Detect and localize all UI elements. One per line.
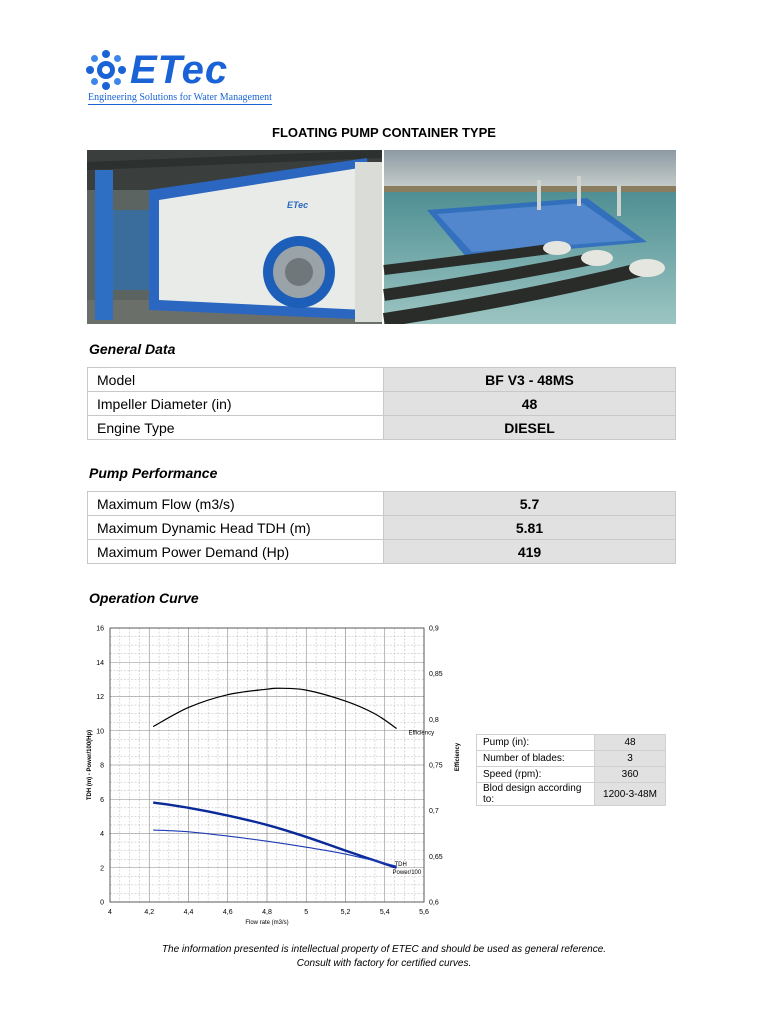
row-value: 5.81 — [384, 516, 676, 540]
x-tick-label: 4,2 — [144, 909, 155, 916]
table-row — [477, 783, 666, 806]
y-tick-label: 4 — [100, 831, 104, 838]
row-value: DIESEL — [384, 416, 676, 440]
product-photo — [87, 150, 676, 324]
x-tick-label: 4,4 — [183, 909, 194, 916]
pump-performance-heading: Pump Performance — [89, 465, 218, 481]
y2-tick-label: 0,85 — [429, 671, 443, 679]
container-label: ETec — [287, 200, 309, 210]
series-label: TDH — [394, 861, 407, 868]
x-axis-label: Flow rate (m3/s) — [245, 920, 289, 926]
y2-tick-label: 0,75 — [429, 762, 443, 770]
table-row — [88, 492, 676, 516]
info-label: Number of blades: — [477, 751, 595, 767]
logo-gear-icon — [86, 50, 126, 90]
table-row — [477, 751, 666, 767]
container-photo — [87, 150, 382, 324]
info-label: Speed (rpm): — [477, 767, 595, 783]
y-axis-label: TDH (m) - Power/100(Hp) — [87, 729, 93, 801]
y-tick-label: 6 — [100, 796, 104, 804]
row-label: Impeller Diameter (in) — [88, 392, 384, 416]
table-row — [88, 540, 676, 564]
info-label: Pump (in): — [477, 735, 595, 751]
table-row — [477, 735, 666, 751]
logo-wordmark: ETec — [130, 48, 229, 92]
x-tick-label: 5,2 — [340, 909, 351, 916]
y2-tick-label: 0,6 — [429, 899, 439, 907]
x-tick-label: 5 — [304, 909, 309, 916]
logo-tagline: Engineering Solutions for Water Management — [88, 92, 272, 103]
info-label: Blod design according to: — [477, 783, 595, 806]
general-data-heading: General Data — [89, 341, 176, 357]
table-row — [88, 416, 676, 440]
series-line-tdh — [153, 803, 396, 868]
operation-curve-heading: Operation Curve — [89, 590, 199, 606]
y-tick-label: 16 — [96, 625, 104, 633]
table-row — [88, 368, 676, 392]
lake-photo — [384, 150, 676, 324]
row-value: 5.7 — [384, 492, 676, 516]
y2-tick-label: 0,9 — [429, 625, 439, 633]
row-label: Engine Type — [88, 416, 384, 440]
y-tick-label: 14 — [96, 659, 104, 667]
pump-info-table — [476, 734, 666, 806]
y-tick-label: 2 — [100, 865, 104, 873]
x-tick-label: 5,4 — [379, 909, 390, 916]
y-tick-label: 12 — [96, 694, 104, 701]
y-tick-label: 8 — [100, 762, 104, 770]
info-value: 48 — [595, 735, 666, 751]
footer-line: Consult with factory for certified curves. — [296, 958, 472, 969]
y2-tick-label: 0,7 — [429, 808, 439, 816]
row-value: 48 — [384, 392, 676, 416]
footer-line: The information presented is intellectual property of ETEC and should be used as general reference. — [161, 944, 607, 955]
x-tick-label: 4 — [108, 909, 112, 916]
info-value: 3 — [595, 751, 666, 767]
y2-tick-label: 0,65 — [429, 853, 443, 861]
row-value: BF V3 - 48MS — [384, 368, 676, 392]
row-label: Maximum Dynamic Head TDH (m) — [88, 516, 384, 540]
table-row — [88, 392, 676, 416]
row-label: Model — [88, 368, 384, 392]
row-label: Maximum Flow (m3/s) — [88, 492, 384, 516]
pump-performance-table — [87, 491, 676, 564]
x-tick-label: 5,6 — [419, 909, 429, 916]
y-tick-label: 10 — [96, 728, 104, 736]
footer-disclaimer — [0, 943, 768, 971]
general-data-table — [87, 367, 676, 440]
row-value: 419 — [384, 540, 676, 564]
table-row — [88, 516, 676, 540]
table-row — [477, 767, 666, 783]
y2-tick-label: 0,8 — [429, 716, 439, 724]
series-line-power-100 — [153, 830, 396, 866]
info-value: 1200-3-48M — [595, 783, 666, 806]
x-tick-label: 4,8 — [262, 909, 272, 916]
x-tick-label: 4,6 — [222, 909, 233, 916]
operation-curve-chart — [84, 618, 464, 928]
series-label: Power/100 — [392, 870, 422, 877]
y2-axis-label: Efficiency — [455, 742, 461, 772]
info-value: 360 — [595, 767, 666, 783]
company-logo — [86, 48, 272, 110]
document-title: FLOATING PUMP CONTAINER TYPE — [272, 125, 496, 140]
y-tick-label: 0 — [100, 899, 104, 907]
row-label: Maximum Power Demand (Hp) — [88, 540, 384, 564]
series-label: Efficiency — [408, 730, 435, 737]
